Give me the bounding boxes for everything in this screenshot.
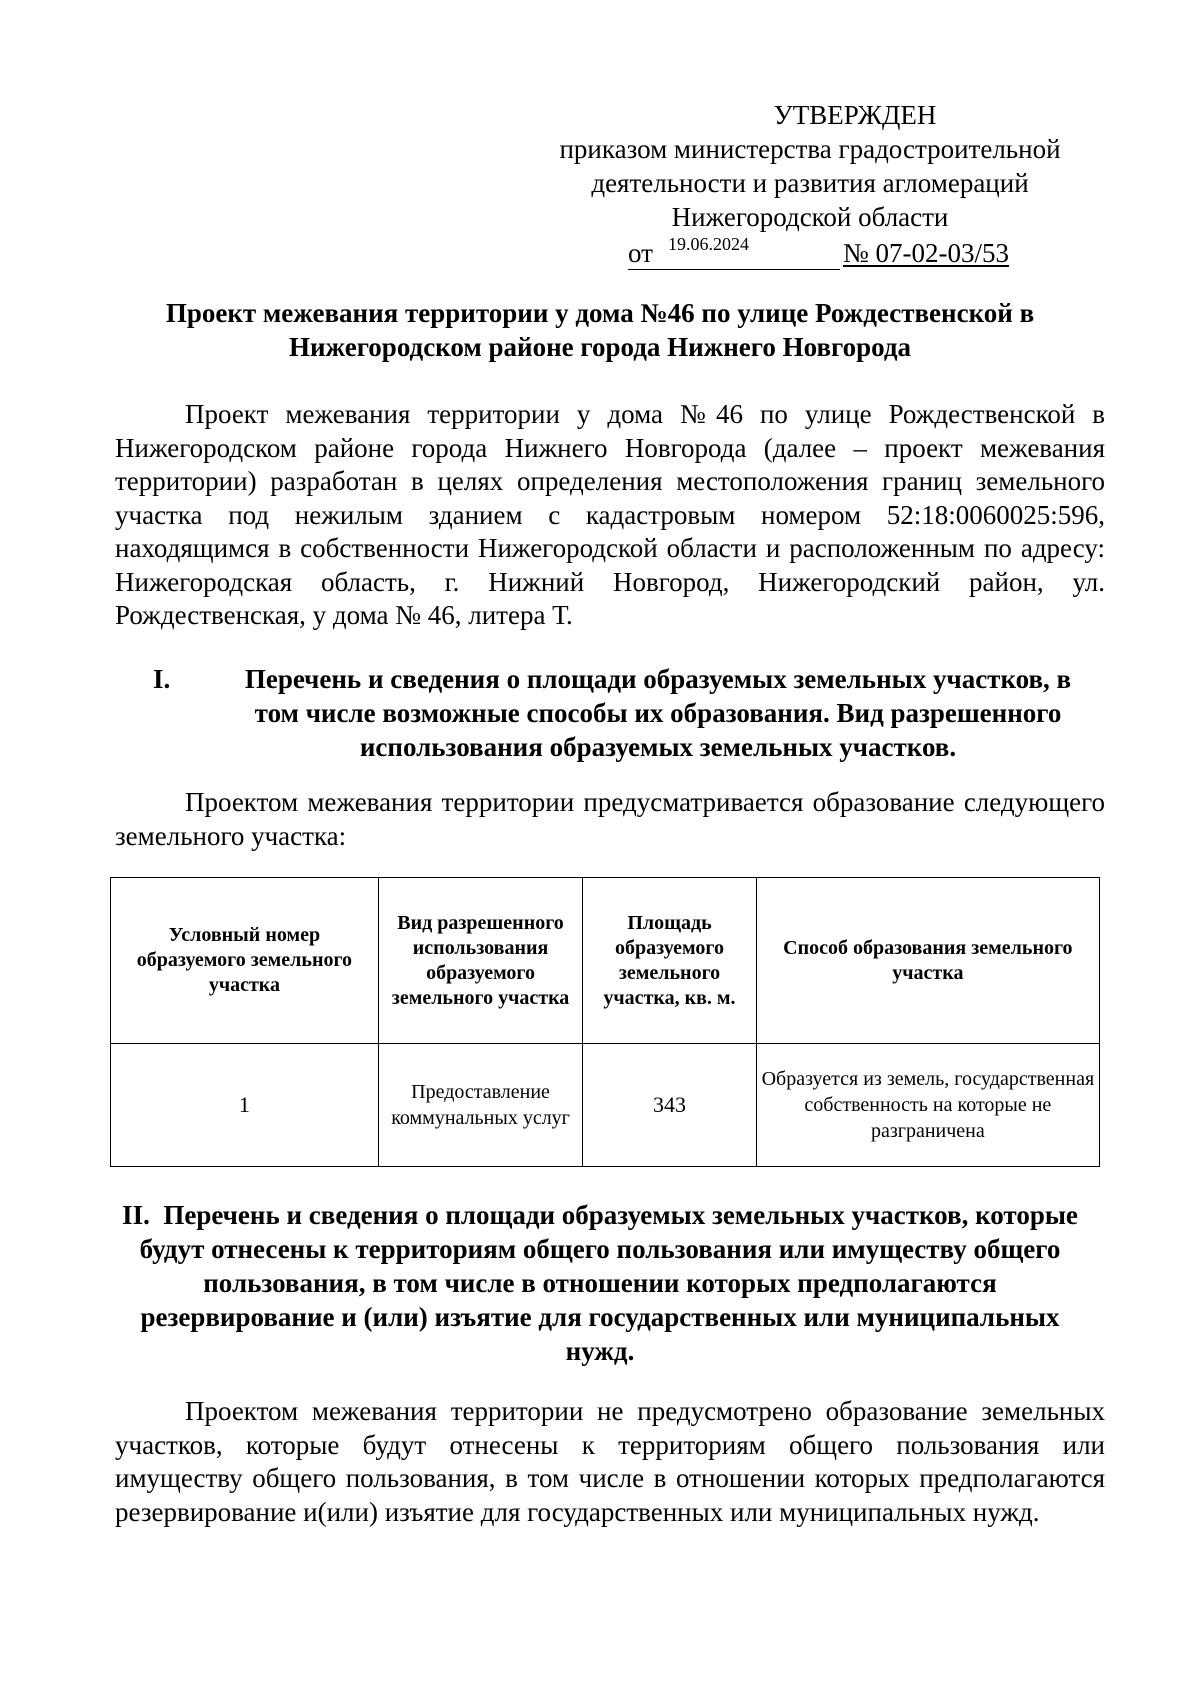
- approval-date-line: [540, 234, 1080, 274]
- section-1-heading: [153, 662, 1093, 764]
- section-2-heading: [110, 1198, 1090, 1368]
- table-header-row: [111, 878, 1100, 1044]
- approval-date: 19.06.2024: [668, 234, 749, 254]
- approval-title: УТВЕРЖДЕН: [773, 100, 937, 130]
- cell-permitted-use: Предоставление коммунальных услуг: [378, 1044, 582, 1167]
- table-row: [111, 1044, 1100, 1167]
- section-2-paragraph: Проектом межевания территории не предусмотрено образование земельных участков, которые будут отнесены к территориям общего пользования или имуществу общего пользования, в том числе в отношении которых предполагаются резервирование и(или) изъятие для государственных или муниципальных нужд.: [115, 1396, 1105, 1527]
- cell-area: 343: [583, 1044, 756, 1167]
- header-permitted-use: Вид разрешенного использования образуемого земельного участка: [378, 878, 582, 1044]
- section-1-heading-text: Перечень и сведения о площади образуемых земельных участков, в том числе возможные способы их образования. Вид разрешенного использования образуемых земельных участков.: [244, 664, 1072, 762]
- section-2-heading-text: Перечень и сведения о площади образуемых земельных участков, которые будут отнесены к территориям общего пользования или имуществу общего пользования, в том числе в отношении которых предполагаются резервирование и (или) изъятие для государственных или муниципальных нужд.: [139, 1200, 1078, 1366]
- approval-line-1: приказом министерства градостроительной: [559, 134, 1061, 164]
- cell-plot-number: 1: [111, 1044, 379, 1167]
- section-2-number: II.: [122, 1200, 150, 1230]
- section-1-paragraph: Проектом межевания территории предусматривается образование следующего земельного участка:: [115, 787, 1105, 851]
- approval-date-prefix: от: [628, 238, 653, 268]
- approval-stamp: [540, 98, 1080, 274]
- land-plot-table: [110, 877, 1100, 1167]
- approval-line-3: Нижегородской области: [671, 202, 949, 232]
- header-formation-method: Способ образования земельного участка: [756, 878, 1099, 1044]
- document-title: Проект межевания территории у дома №46 по улице Рождественской в Нижегородском районе города Нижнего Новгорода: [165, 298, 1035, 362]
- approval-line-2: деятельности и развития агломераций: [591, 168, 1029, 198]
- section-1-number: I.: [153, 664, 171, 694]
- header-area: Площадь образуемого земельного участка, кв. м.: [583, 878, 756, 1044]
- intro-paragraph: Проект межевания территории у дома №46 по улице Рождественской в Нижегородском районе города Нижнего Новгорода (далее – проект межевания территории) разработан в целях определения местоположения границ земельного участка под нежилым зданием с кадастровым номером 52:18:0060025:596, находящимся в собственности Нижегородской области и расположенным по адресу: Нижегородская область, г. Нижний Новгород, Нижегородский район, ул. Рождественская, у дома № 46, литера Т.: [115, 399, 1105, 630]
- approval-number: № 07-02-03/53: [843, 238, 1009, 268]
- cell-formation-method: Образуется из земель, государственная собственность на которые не разграничена: [756, 1044, 1099, 1167]
- date-underline: [628, 269, 840, 270]
- header-plot-number: Условный номер образуемого земельного участка: [111, 878, 379, 1044]
